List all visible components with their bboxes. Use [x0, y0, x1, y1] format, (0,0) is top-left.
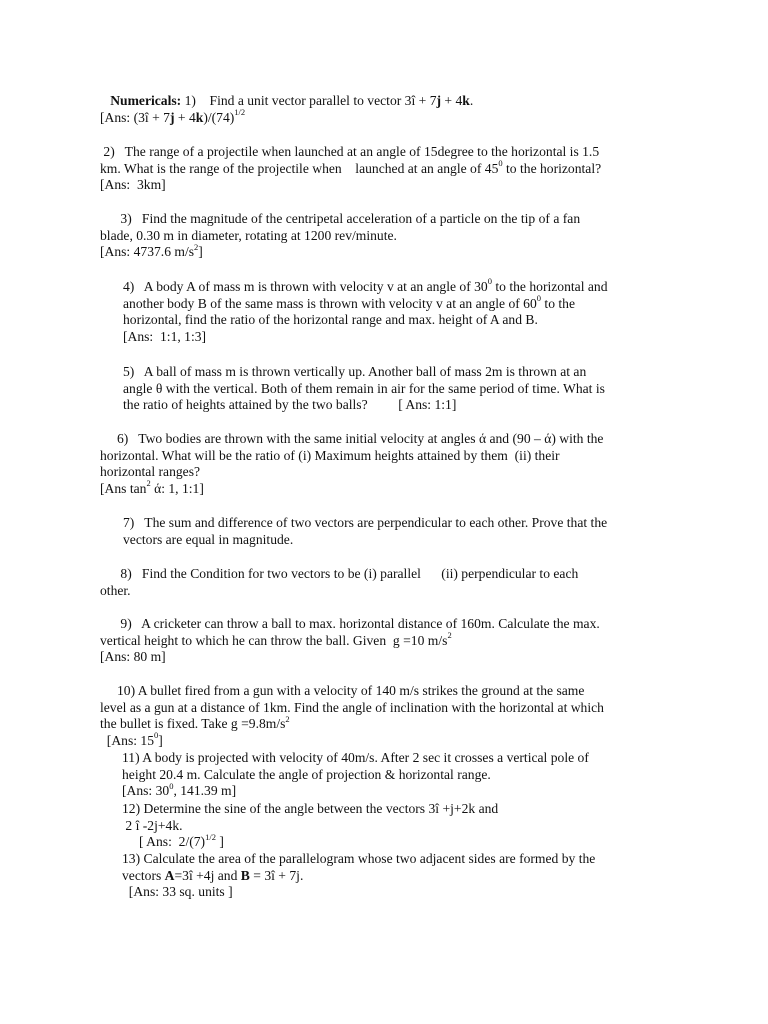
- question-2-line: km. What is the range of the projectile when launched at an angle of $45^0$ to the horizontal?: [100, 158, 602, 176]
- question-9-line: vertical height to which he can throw the ball. Given g =10 $m/s^2$: [100, 630, 452, 648]
- question-4-answer: [Ans: 1:1, 1:3]: [123, 328, 207, 344]
- question-13-line: 13) Calculate the area of the parallelogram whose two adjacent sides are formed by the: [122, 851, 596, 866]
- question-3-answer: [Ans: 4737.6 $m/s^2$]: [100, 241, 203, 260]
- question-10-line: the bullet is fixed. Take $g =9.8m/s^2$: [100, 713, 290, 732]
- question-6-line: 6) Two bodies are thrown with the same initial velocity at angles ά and (90 – ά) with the: [100, 431, 604, 446]
- section-heading: Numericals:: [110, 93, 182, 108]
- question-5-line: angle θ with the vertical. Both of them remain in air for the same period of time. What is: [123, 380, 605, 396]
- question-3: [100, 211, 678, 261]
- question-6: [100, 431, 678, 497]
- question-3-line: blade, 0.30 m in diameter, rotating at 1200 rev/minute.: [100, 227, 397, 243]
- question-7: [123, 515, 701, 548]
- question-10-answer: [Ans: $15^0$]: [100, 730, 163, 748]
- question-13-answer: [Ans: 33 sq. units ]: [122, 884, 233, 900]
- question-3-line: 3) Find the magnitude of the centripetal acceleration of a particle on the tip of a fan: [100, 211, 581, 226]
- question-9-answer: [Ans: 80 m]: [100, 649, 166, 665]
- question-2-line: 2) The range of a projectile when launched at an angle of 15degree to the horizontal is 1.5: [100, 144, 600, 159]
- question-11: [122, 750, 700, 800]
- question-8-line: 8) Find the Condition for two vectors to be (i) parallel (ii) perpendicular to each: [100, 566, 579, 581]
- question-10-line: level as a gun at a distance of 1km. Find the angle of inclination with the horizontal at which: [100, 699, 604, 715]
- question-2: [100, 144, 678, 194]
- question-5-line: 5) A ball of mass m is thrown vertically up. Another ball of mass 2m is thrown at an: [123, 364, 587, 379]
- question-7-line: vectors are equal in magnitude.: [123, 531, 294, 547]
- question-11-answer: [Ans: $30^0$, 141.39 m]: [122, 780, 237, 799]
- question-12-answer: [ Ans: $2/(7)^{1/2}$ ]: [122, 831, 224, 850]
- question-13-line: vectors A=3î +4j and B = 3î + 7j.: [122, 867, 304, 883]
- question-5: [123, 364, 701, 414]
- question-5-line: the ratio of heights attained by the two balls? [ Ans: 1:1]: [123, 397, 457, 413]
- question-9-line: 9) A cricketer can throw a ball to max. horizontal distance of 160m. Calculate the max.: [100, 616, 600, 631]
- question-11-line: height 20.4 m. Calculate the angle of projection & horizontal range.: [122, 766, 491, 782]
- question-12-line: 12) Determine the sine of the angle between the vectors 3î +j+2k and: [122, 801, 499, 816]
- question-6-line: horizontal. What will be the ratio of (i) Maximum heights attained by them (ii) their: [100, 447, 560, 463]
- question-12-line: 2 î -2j+4k.: [122, 817, 183, 833]
- question-4-line: 4) A body A of mass m is thrown with velocity v at an angle of $30^0$ to the horizontal and: [123, 276, 608, 294]
- question-6-line: horizontal ranges?: [100, 464, 201, 480]
- question-4: [123, 276, 701, 345]
- question-7-line: 7) The sum and difference of two vectors are perpendicular to each other. Prove that the: [123, 515, 608, 530]
- question-11-line: 11) A body is projected with velocity of 40m/s. After 2 sec it crosses a vertical pole of: [122, 750, 589, 765]
- question-2-answer: [Ans: 3km]: [100, 177, 166, 193]
- question-4-line: another body B of the same mass is thrown with velocity v at an angle of $60^0$ to the: [123, 293, 576, 311]
- question-10-line: 10) A bullet fired from a gun with a velocity of 140 m/s strikes the ground at the same: [100, 683, 585, 698]
- question-6-answer: [Ans $\tan^2 ά$: 1, 1:1]: [100, 478, 204, 496]
- question-9: [100, 616, 678, 666]
- question-10: [100, 683, 678, 749]
- question-13: [122, 851, 700, 901]
- question-1-answer: [Ans: (3î + $7j + 4k)/(74)^{1/2}$: [100, 107, 246, 125]
- question-1-text: Numericals: 1) Find a unit vector parallel to vector 3î + 7j + 4k.: [110, 93, 474, 108]
- question-8: [100, 566, 678, 599]
- question-1: [100, 93, 678, 126]
- question-8-line: other.: [100, 582, 131, 598]
- question-12: [122, 801, 700, 851]
- question-4-line: horizontal, find the ratio of the horizontal range and max. height of A and B.: [123, 312, 538, 328]
